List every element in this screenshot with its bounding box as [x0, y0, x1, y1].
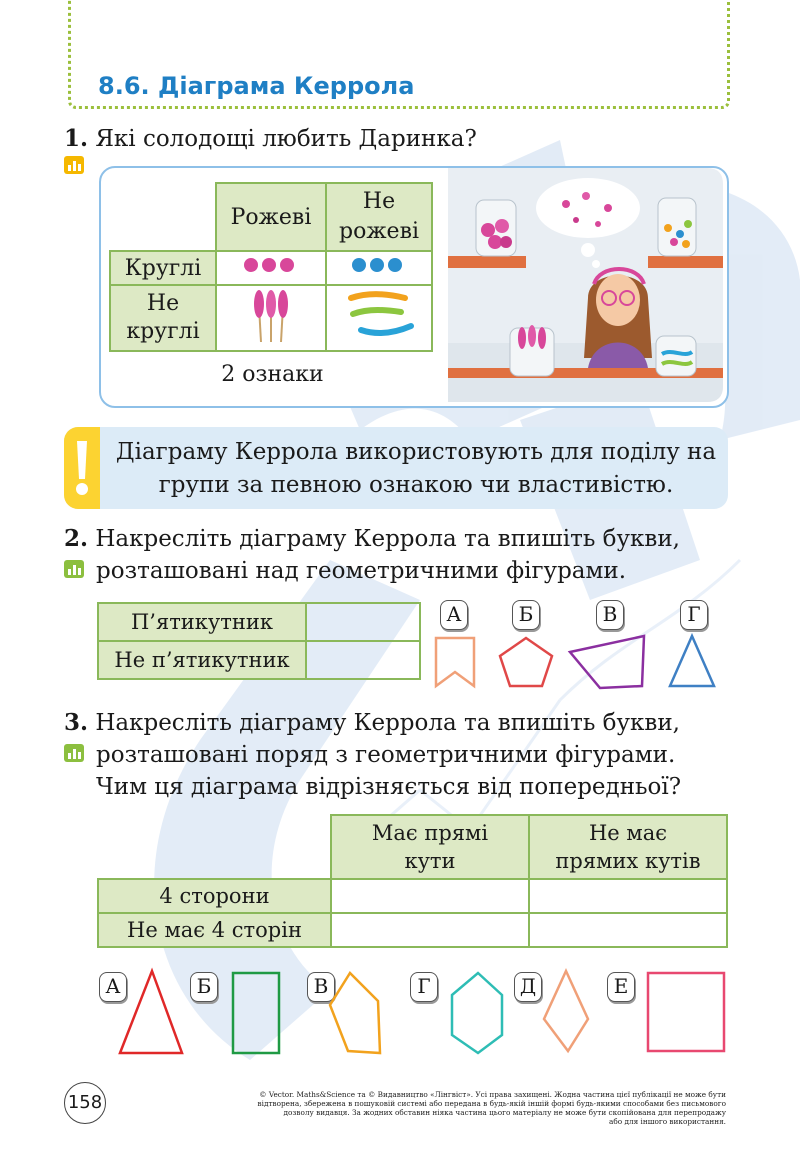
task3-carroll-table [97, 814, 728, 948]
shape-label-a: А [99, 972, 127, 1002]
task1-caption: 2 ознаки [221, 362, 324, 387]
page-number: 158 [64, 1082, 106, 1124]
banner-pentagon-shape [436, 638, 474, 686]
task2-prompt-line2: розташовані над геометричними фігурами. [96, 558, 627, 584]
cell-four-sides-no-right [529, 879, 727, 913]
hexagon-shape [452, 973, 502, 1053]
col-no-right-angles: Не має прямих кутів [529, 815, 727, 879]
shape-label-a: А [440, 600, 468, 630]
row-round: Круглі [110, 251, 216, 285]
cell-jelly-worms [326, 285, 432, 351]
row-four-sides: 4 сторони [98, 879, 331, 913]
cell-lollipops [216, 285, 326, 351]
row-not-four-sides: Не має 4 сторін [98, 913, 331, 947]
chart-icon [64, 560, 84, 578]
jelly-worms-icon [339, 286, 419, 344]
task3-shapes [110, 965, 730, 1060]
triangle-shape [120, 971, 182, 1053]
trapezoid-shape [330, 973, 380, 1053]
task3-prompt-line3: Чим ця діаграма відрізняється від попередньої? [96, 774, 682, 800]
task3-prompt-line2: розташовані поряд з геометричними фігурами. [96, 742, 676, 768]
shape-label-v: В [596, 600, 624, 630]
pink-candies-icon [231, 255, 311, 275]
task1-carroll-table [109, 182, 433, 352]
chart-icon [64, 744, 84, 762]
task3-number: 3. [64, 709, 89, 736]
cell-four-sides-right [331, 879, 529, 913]
col-not-pink: Не рожеві [326, 183, 432, 251]
blue-candies-icon [339, 255, 419, 275]
shape-label-g: Г [410, 972, 438, 1002]
col-right-angles: Має прямі кути [331, 815, 529, 879]
shape-label-e: Е [607, 972, 635, 1002]
cell-pentagon-answer [306, 603, 420, 641]
row-not-round: Не круглі [110, 285, 216, 351]
rectangle-shape [233, 973, 279, 1053]
quadrilateral-shape [570, 636, 644, 688]
section-title: 8.6. Діаграма Керрола [98, 72, 415, 100]
task2-number: 2. [64, 525, 89, 552]
task1-text: Які солодощі любить Даринка? [95, 126, 477, 152]
square-shape [648, 973, 724, 1051]
shape-label-v: В [307, 972, 335, 1002]
note-text: Діаграму Керрола використовують для поділу на групи за певною ознакою чи властивістю. [115, 439, 717, 498]
girl-with-sweets-illustration [448, 168, 723, 402]
task2-carroll-table [97, 602, 421, 680]
copyright-notice: © Vector. Maths&Science та © Видавництво «Лінгвіст». Усі права захищені. Жодна частина цієї публікації не може бути відтворена, збережена в пошуковій системі або передана в будь-якій іншій формі будь-якими способами без письмового дозволу видавця. За жодних обставин ніяка частина цього матеріалу не може бути скопійована для перепродажу або для іншого використання. [257, 1090, 726, 1126]
cell-not-pentagon-answer [306, 641, 420, 679]
row-not-pentagon: Не п’ятикутник [98, 641, 306, 679]
row-pentagon: П’ятикутник [98, 603, 306, 641]
regular-pentagon-shape [500, 638, 552, 686]
shape-label-d: Д [514, 972, 542, 1002]
task2-prompt: 2. Накресліть діаграму Керрола та впишіть букви, [64, 525, 680, 552]
cell-not-four-no-right [529, 913, 727, 947]
cell-not-four-right [331, 913, 529, 947]
shape-label-b: Б [190, 972, 218, 1002]
triangle-shape [670, 636, 714, 686]
cell-round-blue [326, 251, 432, 285]
task1-prompt [64, 124, 477, 154]
cell-round-pink [216, 251, 326, 285]
shape-label-g: Г [680, 600, 708, 630]
task2-shapes [430, 630, 720, 690]
chart-icon [64, 156, 84, 174]
col-pink: Рожеві [216, 183, 326, 251]
kite-shape [544, 971, 588, 1051]
task1-number: 1. [64, 125, 89, 152]
exclamation-icon [73, 439, 91, 497]
lollipops-icon [241, 286, 301, 344]
shape-label-b: Б [512, 600, 540, 630]
task3-prompt: 3. Накресліть діаграму Керрола та впишіть букви, [64, 709, 680, 736]
